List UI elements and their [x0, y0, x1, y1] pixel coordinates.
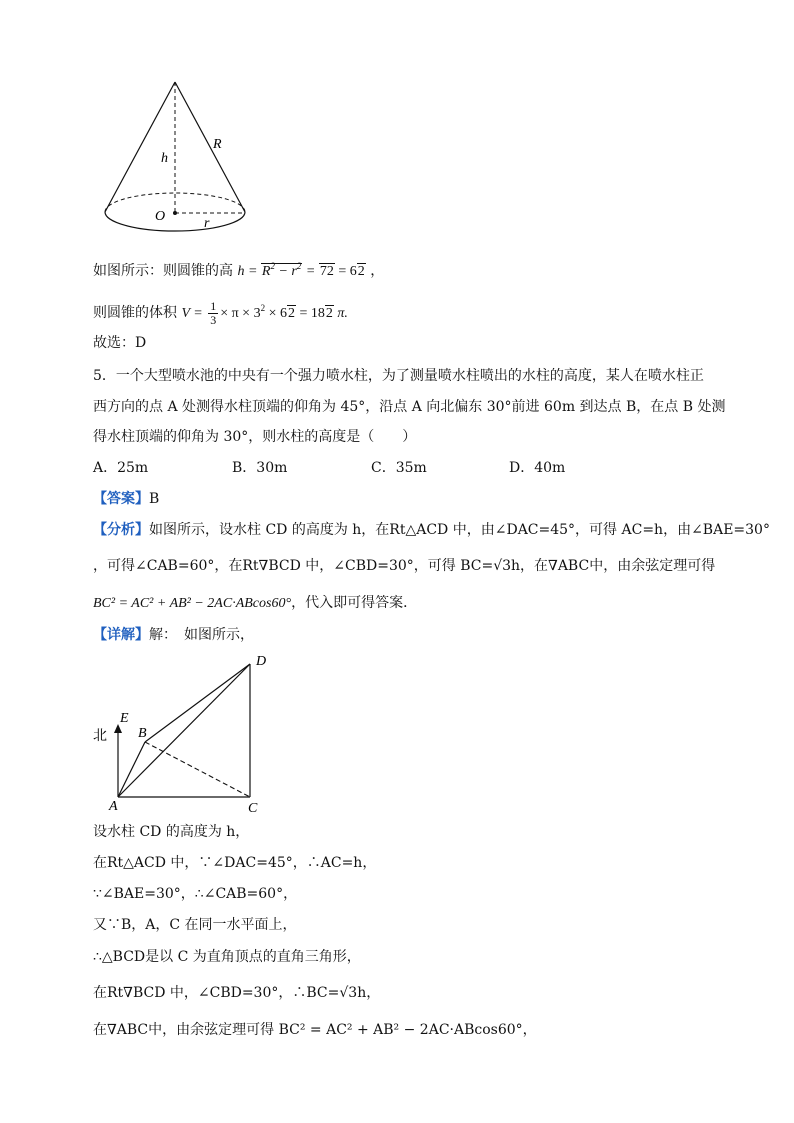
question5-stem-line2: 西方向的点 A 处测得水柱顶端的仰角为 45°，沿点 A 向北偏东 30°前进 60m 到达点 B，在点 B 处测 — [93, 399, 726, 415]
triangle-figure — [93, 650, 283, 820]
option-c: C．35m — [371, 460, 427, 476]
analysis-text1: 如图所示，设水柱 CD 的高度为 h，在Rt△ACD 中，由∠DAC=45°，可得 AC=h，由∠BAE=30° — [149, 522, 770, 538]
step-7: 在∇ABC中，由余弦定理可得 BC² = AC² + AB² − 2AC·ABcos60°， — [93, 1022, 537, 1038]
height-formula: $h = R^2 - r^2 = 72 = 62$ — [237, 261, 365, 279]
step-1: 设水柱 CD 的高度为 h， — [93, 824, 250, 840]
detail-line — [93, 625, 254, 645]
analysis-formula: BC² = AC² + AB² − 2AC·ABcos60° — [93, 596, 292, 611]
height-suffix: ， — [370, 263, 385, 279]
question5-stem-line1: 5．一个大型喷水池的中央有一个强力喷水柱，为了测量喷水柱喷出的水柱的高度，某人在喷水柱正 — [93, 368, 704, 384]
solution4-volume-line — [93, 290, 348, 326]
detail-intro: 解： 如图所示， — [149, 627, 254, 643]
answer-tag: 【答案】 — [93, 491, 149, 507]
label-h: h — [161, 151, 168, 166]
label-O: O — [155, 209, 166, 224]
analysis-line1 — [93, 520, 770, 540]
volume-formula: V = $\frac{1}{3}$ × $\pi \times 3^2 \times 62 = 182$ π. — [181, 299, 348, 328]
label-r: r — [204, 216, 210, 231]
analysis-line3 — [93, 593, 417, 614]
question5-stem-line3: 得水柱顶端的仰角为 30°，则水柱的高度是（ ） — [93, 429, 417, 445]
label-north: 北 — [93, 728, 107, 744]
label-R: R — [213, 137, 222, 152]
step-6: 在Rt∇BCD 中，∠CBD=30°，∴BC=√3h， — [93, 985, 381, 1001]
option-d: D．40m — [509, 460, 566, 476]
answer-value: B — [149, 491, 160, 507]
answer-line — [93, 489, 159, 509]
analysis-tag: 【分析】 — [93, 522, 149, 538]
step-5: ∴△BCD是以 C 为直角顶点的直角三角形， — [93, 949, 361, 965]
step-3: ∵∠BAE=30°，∴∠CAB=60°， — [93, 886, 298, 902]
solution4-choice: 故选：D — [93, 335, 147, 351]
step-4: 又∵B，A，C 在同一水平面上， — [93, 917, 297, 933]
analysis-line2: ，可得∠CAB=60°，在Rt∇BCD 中，∠CBD=30°，可得 BC=√3h，在∇ABC中，由余弦定理可得 — [93, 558, 716, 574]
cone-figure — [98, 78, 258, 238]
height-prefix: 如图所示：则圆锥的高 — [93, 263, 233, 279]
label-D: D — [256, 654, 267, 669]
volume-prefix: 则圆锥的体积 — [93, 305, 177, 321]
label-C: C — [248, 801, 258, 816]
option-b: B．30m — [232, 460, 288, 476]
analysis-suffix: ，代入即可得答案． — [291, 595, 418, 611]
option-a: A．25m — [93, 460, 149, 476]
detail-tag: 【详解】 — [93, 627, 149, 643]
label-B: B — [138, 726, 147, 741]
step-2: 在Rt△ACD 中，∵∠DAC=45°，∴AC=h， — [93, 855, 377, 871]
label-E: E — [120, 711, 129, 726]
label-A: A — [109, 799, 118, 814]
solution4-height-line — [93, 256, 384, 282]
